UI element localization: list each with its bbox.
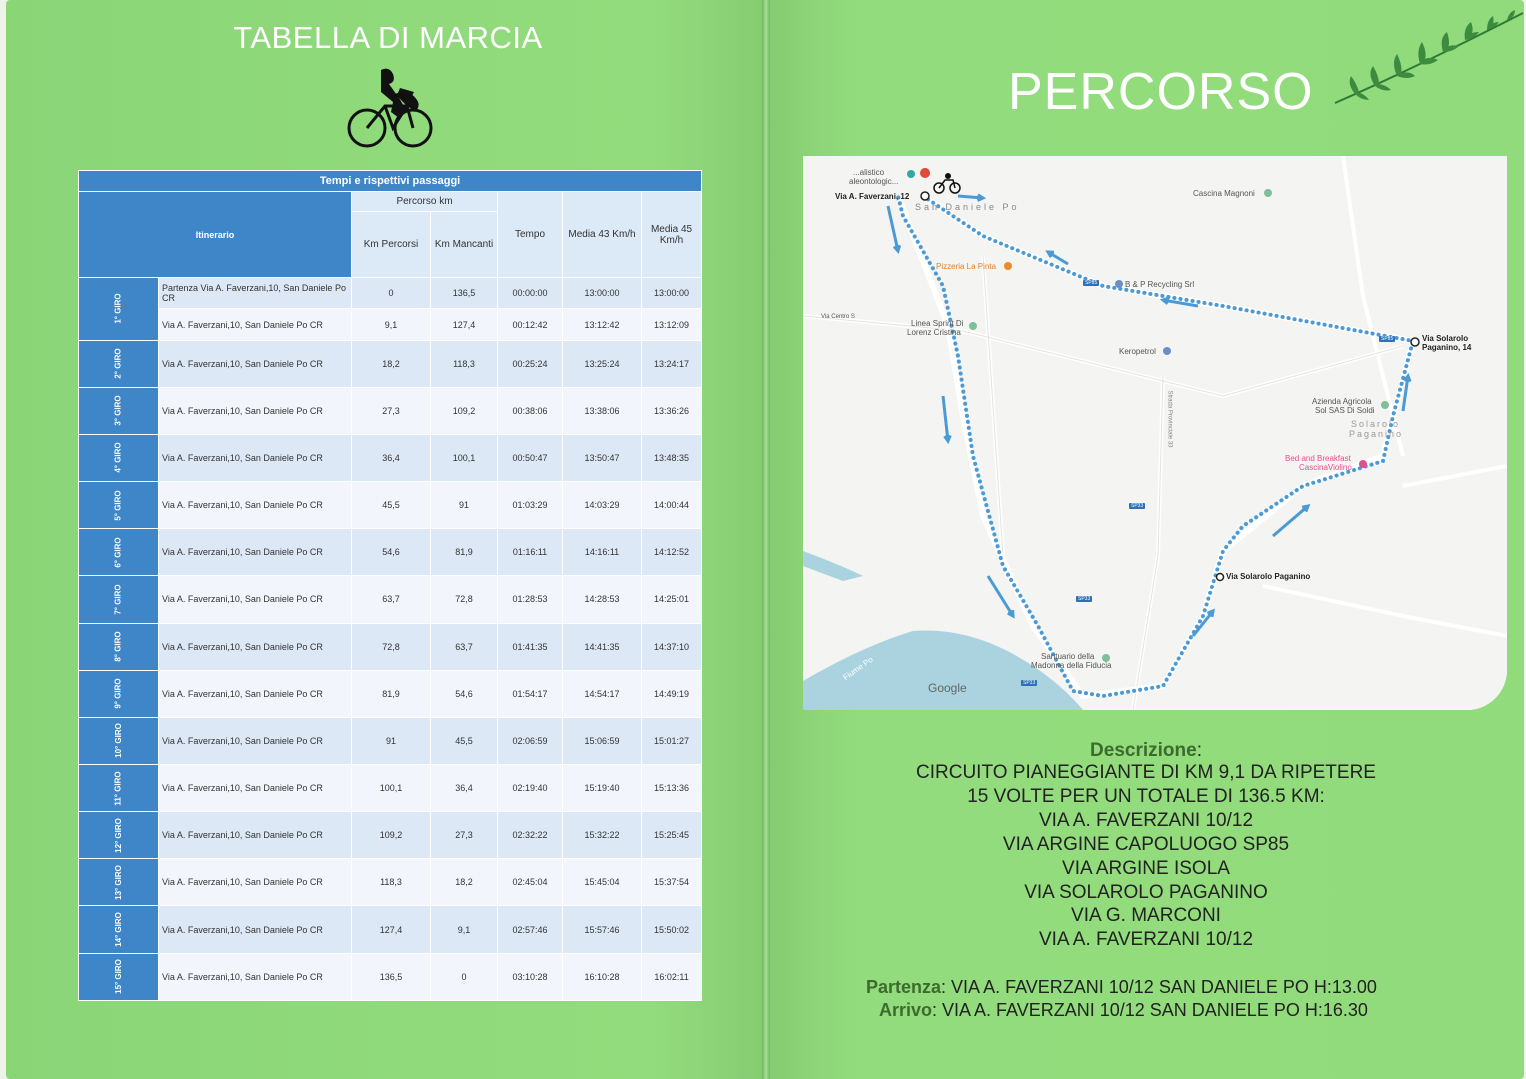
media-45-cell: 13:48:35 — [642, 434, 702, 481]
route-cell: Via A. Faverzani,10, San Daniele Po CR — [159, 482, 352, 529]
km-percorsi-cell: 0 — [352, 278, 431, 309]
media-43-cell: 13:12:42 — [563, 309, 642, 340]
giro-label — [79, 340, 159, 387]
km-mancanti-cell: 54,6 — [431, 670, 498, 717]
fern-leaf-icon — [1325, 8, 1525, 118]
description-line: VIA ARGINE ISOLA — [1062, 858, 1230, 879]
giro-text: 11° GIRO — [113, 770, 123, 806]
giro-label — [79, 529, 159, 576]
km-mancanti-cell: 81,9 — [431, 529, 498, 576]
map-label-bb-2: CascinaViolino — [1299, 463, 1352, 472]
media-43-cell: 14:16:11 — [563, 529, 642, 576]
map-label-via-solarolo: Via Solarolo Paganino — [1226, 572, 1311, 581]
table-row — [79, 309, 702, 340]
km-percorsi-cell: 127,4 — [352, 906, 431, 953]
map-label-bb: Bed and Breakfast — [1285, 454, 1351, 463]
giro-text: 3° GIRO — [113, 395, 123, 426]
media-43-cell: 13:38:06 — [563, 387, 642, 434]
giro-label — [79, 482, 159, 529]
media-45-cell: 15:37:54 — [642, 859, 702, 906]
header-itinerario: Itinerario — [79, 192, 352, 278]
giro-label — [79, 434, 159, 481]
giro-label — [79, 387, 159, 434]
media-43-cell: 14:03:29 — [563, 482, 642, 529]
header-media-43: Media 43 Km/h — [563, 192, 642, 278]
km-mancanti-cell: 18,2 — [431, 859, 498, 906]
km-mancanti-cell: 127,4 — [431, 309, 498, 340]
booklet-spine — [762, 0, 770, 1079]
tempo-cell: 02:06:59 — [498, 717, 563, 764]
km-mancanti-cell: 9,1 — [431, 906, 498, 953]
map-label-linea: Linea Sprint Di — [911, 319, 964, 328]
description-line: VIA A. FAVERZANI 10/12 — [1038, 810, 1254, 831]
map-label-azienda-2: Sol SAS Di Soldi — [1315, 406, 1375, 415]
media-43-cell: 16:10:28 — [563, 953, 642, 1000]
media-45-cell: 15:13:36 — [642, 765, 702, 812]
tempo-cell: 01:54:17 — [498, 670, 563, 717]
route-cell: Via A. Faverzani,10, San Daniele Po CR — [159, 859, 352, 906]
map-label-museo: ...alistico — [853, 168, 885, 177]
giro-text: 15° GIRO — [113, 959, 123, 995]
map-label-solarolo-14b: Paganino, 14 — [1422, 343, 1472, 352]
media-43-cell: 14:41:35 — [563, 623, 642, 670]
road-badge-sp33-3: SP33 — [1023, 680, 1036, 686]
giro-label — [79, 953, 159, 1000]
route-cell: Via A. Faverzani,10, San Daniele Po CR — [159, 812, 352, 859]
description-label: Descrizione — [1090, 740, 1197, 761]
km-mancanti-cell: 45,5 — [431, 717, 498, 764]
media-45-cell: 14:25:01 — [642, 576, 702, 623]
description-line: VIA ARGINE CAPOLUOGO SP85 — [1002, 834, 1290, 855]
partenza-label: Partenza — [866, 977, 942, 997]
km-percorsi-cell: 9,1 — [352, 309, 431, 340]
media-45-cell: 14:49:19 — [642, 670, 702, 717]
partenza-line — [866, 977, 1377, 998]
header-km-mancanti: Km Mancanti — [431, 212, 498, 278]
table-row — [79, 812, 702, 859]
route-cell: Via A. Faverzani,10, San Daniele Po CR — [159, 434, 352, 481]
map-label-start: Via A. Faverzani, 12 — [835, 192, 910, 201]
giro-text: 13° GIRO — [113, 865, 123, 900]
tempo-cell: 02:57:46 — [498, 906, 563, 953]
description-line: VIA A. FAVERZANI 10/12 — [1038, 929, 1254, 950]
km-percorsi-cell: 136,5 — [352, 953, 431, 1000]
km-mancanti-cell: 91 — [431, 482, 498, 529]
giro-text: 10° GIRO — [113, 723, 123, 759]
map-label-museo-2: aleontologic... — [849, 177, 899, 186]
table-row — [79, 859, 702, 906]
giro-text: 7° GIRO — [113, 584, 123, 615]
map-label-azienda: Azienda Agricola — [1312, 397, 1372, 406]
map-label-recycling: B & P Recycling Srl — [1125, 280, 1195, 289]
start-marker — [921, 192, 929, 200]
media-45-cell: 13:00:00 — [642, 278, 702, 309]
media-43-cell: 14:54:17 — [563, 670, 642, 717]
giro-text: 14° GIRO — [113, 912, 123, 947]
map-label-solarolo-14: Via Solarolo — [1422, 334, 1469, 343]
km-mancanti-cell: 0 — [431, 953, 498, 1000]
media-43-cell: 13:00:00 — [563, 278, 642, 309]
km-percorsi-cell: 45,5 — [352, 482, 431, 529]
km-mancanti-cell: 36,4 — [431, 765, 498, 812]
map-label-strada: Strada Provinciale 33 — [1166, 390, 1173, 448]
tempo-cell: 02:45:04 — [498, 859, 563, 906]
km-percorsi-cell: 36,4 — [352, 434, 431, 481]
giro-text: 9° GIRO — [113, 678, 123, 709]
giro-label — [79, 717, 159, 764]
road-badge-sp33-2: SP33 — [1078, 596, 1091, 602]
tempo-cell: 02:32:22 — [498, 812, 563, 859]
route-cell: Via A. Faverzani,10, San Daniele Po CR — [159, 623, 352, 670]
km-percorsi-cell: 81,9 — [352, 670, 431, 717]
tempo-cell: 00:00:00 — [498, 278, 563, 309]
route-cell: Via A. Faverzani,10, San Daniele Po CR — [159, 906, 352, 953]
route-cell: Via A. Faverzani,10, San Daniele Po CR — [159, 387, 352, 434]
map-label-san-daniele: San Daniele Po — [915, 202, 1020, 212]
route-cell: Via A. Faverzani,10, San Daniele Po CR — [159, 576, 352, 623]
tempo-cell: 01:28:53 — [498, 576, 563, 623]
description-line: 15 VOLTE PER UN TOTALE DI 136.5 KM: — [967, 786, 1325, 807]
description-line: VIA G. MARCONI — [1071, 905, 1221, 926]
tempo-cell: 02:19:40 — [498, 765, 563, 812]
media-43-cell: 13:50:47 — [563, 434, 642, 481]
description-heading — [868, 740, 1424, 762]
km-mancanti-cell: 27,3 — [431, 812, 498, 859]
km-percorsi-cell: 118,3 — [352, 859, 431, 906]
km-mancanti-cell: 136,5 — [431, 278, 498, 309]
giro-text: 1° GIRO — [113, 293, 123, 325]
km-percorsi-cell: 100,1 — [352, 765, 431, 812]
table-row — [79, 670, 702, 717]
header-percorso-km: Percorso km — [352, 192, 498, 212]
table-row — [79, 953, 702, 1000]
partenza-value: : VIA A. FAVERZANI 10/12 SAN DANIELE PO H:13.00 — [941, 977, 1377, 997]
page-title-tabella: TABELLA DI MARCIA — [233, 20, 543, 55]
header-km-percorsi: Km Percorsi — [352, 212, 431, 278]
tempo-cell: 03:10:28 — [498, 953, 563, 1000]
map-label-santuario: Santuario della — [1041, 652, 1095, 661]
tempo-cell: 00:12:42 — [498, 309, 563, 340]
table-row — [79, 623, 702, 670]
tempo-cell: 00:38:06 — [498, 387, 563, 434]
giro-text: 6° GIRO — [113, 537, 123, 568]
description-colon: : — [1196, 740, 1202, 761]
table-row — [79, 482, 702, 529]
giro-text: 2° GIRO — [113, 348, 123, 379]
map-label-keropetrol: Keropetrol — [1119, 347, 1156, 356]
table-row — [79, 765, 702, 812]
route-cell: Via A. Faverzani,10, San Daniele Po CR — [159, 953, 352, 1000]
table-caption: Tempi e rispettivi passaggi — [79, 171, 702, 192]
giro-label — [79, 670, 159, 717]
media-45-cell: 14:37:10 — [642, 623, 702, 670]
table-row — [79, 906, 702, 953]
km-mancanti-cell: 63,7 — [431, 623, 498, 670]
km-percorsi-cell: 27,3 — [352, 387, 431, 434]
media-45-cell: 13:12:09 — [642, 309, 702, 340]
map-label-paganino-town: Paganino — [1349, 429, 1404, 439]
giro-label — [79, 278, 159, 340]
km-mancanti-cell: 109,2 — [431, 387, 498, 434]
route-cell: Via A. Faverzani,10, San Daniele Po CR — [159, 309, 352, 340]
route-cell: Via A. Faverzani,10, San Daniele Po CR — [159, 765, 352, 812]
description-line: VIA SOLAROLO PAGANINO — [1024, 882, 1268, 903]
media-45-cell: 15:25:45 — [642, 812, 702, 859]
map-label-pizzeria: Pizzeria La Pinta — [936, 262, 997, 271]
tempo-cell: 01:16:11 — [498, 529, 563, 576]
solarolo-marker — [1217, 574, 1224, 581]
media-43-cell: 15:06:59 — [563, 717, 642, 764]
media-45-cell: 15:50:02 — [642, 906, 702, 953]
tempo-cell: 00:50:47 — [498, 434, 563, 481]
media-45-cell: 13:36:26 — [642, 387, 702, 434]
map-label-fiume: Fiume Po — [841, 654, 875, 683]
table-body — [79, 278, 702, 1001]
map-label-via-centro: Via Centro S — [821, 314, 855, 320]
map-label-solarolo-town: Solarolo — [1351, 419, 1401, 429]
media-43-cell: 15:45:04 — [563, 859, 642, 906]
description-line: CIRCUITO PIANEGGIANTE DI KM 9,1 DA RIPETERE — [916, 762, 1376, 783]
road-badge-sp85-2: SP85 — [1381, 336, 1394, 342]
km-mancanti-cell: 118,3 — [431, 340, 498, 387]
giro-text: 5° GIRO — [113, 489, 123, 521]
media-45-cell: 14:00:44 — [642, 482, 702, 529]
km-percorsi-cell: 72,8 — [352, 623, 431, 670]
km-mancanti-cell: 100,1 — [431, 434, 498, 481]
km-percorsi-cell: 91 — [352, 717, 431, 764]
road-badge-sp85: SP85 — [1085, 280, 1098, 286]
media-45-cell: 15:01:27 — [642, 717, 702, 764]
map-label-linea-2: Lorenz Cristina — [907, 328, 961, 337]
page-title-percorso: PERCORSO — [1008, 63, 1314, 121]
km-percorsi-cell: 63,7 — [352, 576, 431, 623]
km-mancanti-cell: 72,8 — [431, 576, 498, 623]
giro-label — [79, 906, 159, 953]
giro-label — [79, 623, 159, 670]
table-row — [79, 576, 702, 623]
tempo-cell: 01:03:29 — [498, 482, 563, 529]
route-map — [803, 156, 1507, 710]
cyclist-icon — [345, 64, 437, 154]
road-badge-sp33: SP33 — [1131, 503, 1144, 509]
route-cell: Via A. Faverzani,10, San Daniele Po CR — [159, 340, 352, 387]
tempo-cell: 01:41:35 — [498, 623, 563, 670]
giro-label — [79, 765, 159, 812]
tempo-cell: 00:25:24 — [498, 340, 563, 387]
giro-text: 8° GIRO — [113, 631, 123, 662]
km-percorsi-cell: 54,6 — [352, 529, 431, 576]
route-cell: Partenza Via A. Faverzani,10, San Daniele Po CR — [159, 278, 352, 309]
header-media-45: Media 45 Km/h — [642, 192, 702, 278]
route-cell: Via A. Faverzani,10, San Daniele Po CR — [159, 529, 352, 576]
google-logo: Google — [928, 681, 967, 695]
route-cell: Via A. Faverzani,10, San Daniele Po CR — [159, 670, 352, 717]
table-row — [79, 529, 702, 576]
solarolo-14-marker — [1411, 338, 1419, 346]
route-cell: Via A. Faverzani,10, San Daniele Po CR — [159, 717, 352, 764]
table-row — [79, 717, 702, 764]
media-45-cell: 16:02:11 — [642, 953, 702, 1000]
media-43-cell: 15:19:40 — [563, 765, 642, 812]
giro-text: 12° GIRO — [113, 817, 123, 853]
table-row — [79, 278, 702, 309]
media-43-cell: 13:25:24 — [563, 340, 642, 387]
arrivo-value: : VIA A. FAVERZANI 10/12 SAN DANIELE PO H:16.30 — [932, 1000, 1368, 1020]
giro-text: 4° GIRO — [113, 442, 123, 474]
table-row — [79, 434, 702, 481]
race-time-table — [78, 170, 702, 1001]
header-tempo: Tempo — [498, 192, 563, 278]
arrivo-label: Arrivo — [879, 1000, 933, 1020]
media-43-cell: 15:57:46 — [563, 906, 642, 953]
table-row — [79, 340, 702, 387]
km-percorsi-cell: 109,2 — [352, 812, 431, 859]
table-row — [79, 387, 702, 434]
km-percorsi-cell: 18,2 — [352, 340, 431, 387]
giro-label — [79, 812, 159, 859]
giro-label — [79, 859, 159, 906]
giro-label — [79, 576, 159, 623]
media-45-cell: 13:24:17 — [642, 340, 702, 387]
map-label-cascina: Cascina Magnoni — [1193, 189, 1255, 198]
arrivo-line — [879, 1000, 1368, 1021]
media-43-cell: 14:28:53 — [563, 576, 642, 623]
map-label-santuario-2: Madonna della Fiducia — [1031, 661, 1112, 670]
media-43-cell: 15:32:22 — [563, 812, 642, 859]
media-45-cell: 14:12:52 — [642, 529, 702, 576]
